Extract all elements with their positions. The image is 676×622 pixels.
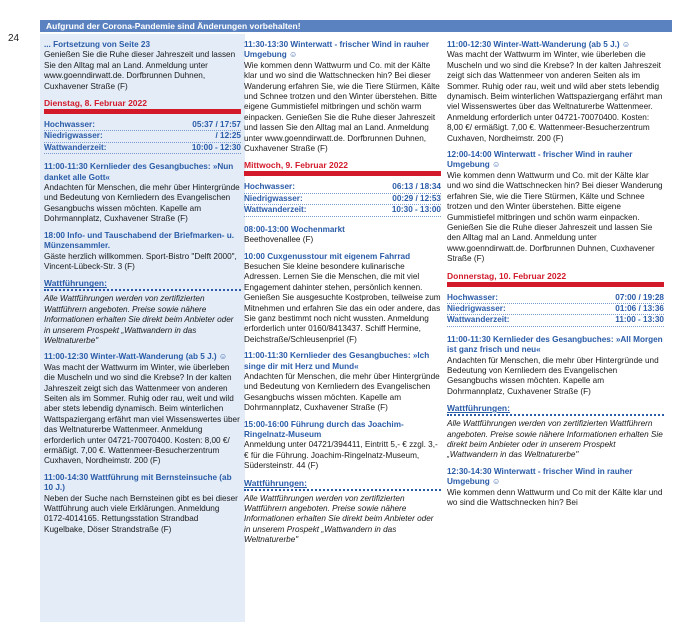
day-header-thursday: Donnerstag, 10. Februar 2022 — [447, 270, 567, 281]
event-title: 11:00-11:30 Kernlieder des Gesangbuches: »Ich singe dir mit Herz und Mund« — [244, 351, 430, 371]
dotted-divider — [244, 489, 441, 491]
corona-banner: Aufgrund der Corona-Pandemie sind Änderungen vorbehalten! — [40, 20, 672, 32]
tide-row: Hochwasser: 05:37 / 17:57 — [44, 120, 241, 131]
tide-row: Wattwanderzeit: 10:30 - 13:00 — [244, 205, 441, 216]
tide-table — [447, 293, 664, 327]
wattfuehrungen-note: Alle Wattführungen werden von zertifizierten Wattführern angeboten. Preise sowie nähere Informationen erhalten Sie direkt beim Anbieter oder in unserem Prospekt „Wattwandern in das Weltnaturerbe" — [447, 419, 663, 460]
event-body: Was macht der Wattwurm im Winter, wie überleben die Muscheln und wo sind die Krebse? In der kalten Jahreszeit zeigt sich das Wattenmeer von anderen Seiten als im Sommer. Ruhig oder rau, weit und wild aber stets lebendig dynamisch. Beim winterlichen Wattspaziergang erfährt man viel Wissenswertes über das Weltnaturerbe Wattenmeer. Anmeldung erforderlich unter 04721-70070400. Kosten: 8,00 €/ ermäßigt. 7,00 €. Wattenmeer-Besucherzentrum Cuxhaven, Nordheimstr. 200 (F) — [447, 50, 663, 143]
wattfuehrungen-note: Alle Wattführungen werden von zertifizierten Wattführern angeboten. Preise sowie nähere Informationen erhalten Sie direkt beim Anbieter oder in unserem Prospekt „Wattwandern in das Weltnaturerbe" — [44, 294, 234, 345]
event-title: 11:00-11:30 Kernlieder des Gesangbuches: »All Morgen ist ganz frisch und neu« — [447, 334, 663, 355]
event — [44, 162, 241, 224]
column-3 — [443, 34, 668, 622]
event-body: Andachten für Menschen, die mehr über Hintergründe und Bedeutung von Kernliedern des Evangelischen Gesangbuchs wissen möchten. Kapelle am Dohrmannplatz, Cuxhavener Straße (F) — [447, 355, 659, 396]
tide-table — [44, 120, 241, 154]
wattfuehrungen-note: Alle Wattführungen werden von zertifizierten Wattführern angeboten. Preise sowie nähere Informationen erhalten Sie direkt beim Anbieter oder in unserem Prospekt „Wattwandern in das Weltnaturerbe" — [244, 493, 434, 545]
event — [447, 335, 664, 397]
wattfuehrungen-heading: Wattführungen: — [44, 278, 107, 289]
event — [447, 467, 664, 509]
event — [447, 40, 664, 144]
event-title: 11:00-14:30 Wattführung mit Bernsteinsuche (ab 10 J.) — [44, 472, 232, 493]
dotted-divider — [44, 289, 241, 291]
event — [44, 231, 241, 273]
tide-row: Wattwanderzeit: 10:00 - 12:30 — [44, 143, 241, 154]
wattfuehrungen-heading: Wattführungen: — [244, 477, 307, 488]
tide-row: Hochwasser: 07:00 / 19:28 — [447, 293, 664, 304]
event-body: Beethovenallee (F) — [244, 235, 314, 245]
tide-table — [244, 182, 441, 216]
day-header-wednesday: Mittwoch, 9. Februar 2022 — [244, 160, 348, 171]
event-body: Wie kommen denn Wattwurm und Co. mit der Kälte klar und wo sind die Wattschnecken hin? Bei dieser Wanderung erfahren Sie, wie die Tiere Stürmen, Kälte und Schnee trotzen und den Winter überstehen. Bitte eigene Gummistiefel mitbringen und schön warm einpacken. Genießen Sie die Ruhe dieser Jahreszeit und lassen Sie den Alltag mal an Land. Anmeldung unter www.goenndirwatt.de. Dorfbrunnen Duhnen, Cuxhavener Straße (F) — [447, 170, 663, 264]
tide-row: Wattwanderzeit: 11:00 - 13:30 — [447, 315, 664, 326]
event — [44, 473, 241, 535]
event — [44, 352, 241, 466]
event-title: 18:00 Info- und Tauschabend der Briefmarken- u. Münzensammler. — [44, 230, 235, 251]
event — [244, 225, 441, 246]
tide-row: Niedrigwasser: 01:06 / 13:36 — [447, 304, 664, 315]
wattfuehrungen-heading: Wattführungen: — [447, 403, 510, 414]
event-body: Was macht der Wattwurm im Winter, wie überleben die Muscheln und wo sind die Krebse? In der kalten Jahreszeit zeigt sich das Wattenmeer von anderen Seiten als im Sommer. Ruhig oder rau, weit und wild aber stets lebendig dynamisch. Beim winterlichen Wattspaziergang erfährt man viel Wissenswertes über das Weltnaturerbe Wattenmeer. Anmeldung erforderlich unter 04721-70070400. Kosten: 8,00 €/ ermäßigt. 7,00 €. Wattenmeer-Besucherzentrum Cuxhaven, Nordheimstr. 200 (F) — [44, 362, 240, 466]
event-body: Wie kommen denn Wattwurm und Co mit der Kälte klar und wo sind die Wattschnecken hin? Bei — [447, 487, 663, 508]
day-divider — [447, 282, 664, 287]
event-body: Andachten für Menschen, die mehr über Hintergründe und Bedeutung von Kernliedern des Evangelischen Gesangbuchs wissen möchten. Kapelle am Dohrmannplatz, Cuxhavener Straße (F) — [244, 371, 440, 413]
event-body: Wie kommen denn Wattwurm und Co. mit der Kälte klar und wo sind die Wattschnecken hin? Bei dieser Wanderung erfahren Sie, wie die Tiere Stürmen, Kälte und Schnee trotzen und den Winter überstehen. Bitte eigene Gummistiefel mitbringen und schön warm einpacken. Genießen Sie die Ruhe dieser Jahreszeit und lassen Sie den Alltag mal an Land. Anmeldung unter www.goenndirwatt.de. Dorfbrunnen Duhnen, Cuxhavener Straße (F) — [244, 60, 440, 154]
tide-row: Niedrigwasser: 00:29 / 12:53 — [244, 194, 441, 205]
event — [244, 420, 441, 472]
event-body: Anmeldung unter 04721/394411, Eintritt 5,- € zzgl. 3,- € für die Führung. Joachim-Ringelnatz-Museum, Südersteinstr. 44 (F) — [244, 440, 438, 471]
event-title: 15:00-16:00 Führung durch das Joachim-Ringelnatz-Museum — [244, 419, 404, 439]
event-title: 11:00-12:30 Winter-Watt-Wanderung (ab 5 J.) ☺ — [447, 40, 631, 49]
event-body: Besuchen Sie kleine besondere kulinarische Adressen. Lernen Sie die Menschen, die mit viel Engagement dahinter stehen, persönlich kennen. Genießen Sie ausgesuchte Kostproben, teilweise zum Mitnehmen und erfahren Sie das ein oder andere, das Sie ganz bestimmt noch nicht wussten. Anmeldung erforderlich unter 0160/8413437. Schiff Hermine, Deichstraße/Schleusenpriel (F) — [244, 261, 441, 344]
column-1 — [40, 34, 245, 622]
day-divider — [244, 171, 441, 176]
event-title: 10:00 Cuxgenusstour mit eigenem Fahrrad — [244, 251, 411, 261]
event-title: 12:30-14:30 Winterwatt - frischer Wind in rauher Umgebung ☺ — [447, 466, 633, 487]
column-2 — [240, 34, 445, 622]
event-continuation — [44, 40, 241, 92]
event — [244, 351, 441, 413]
event-body: Gäste herzlich willkommen. Sport-Bistro "Delft 2000", Vincent-Lübeck-Str. 3 (F) — [44, 251, 237, 271]
event-title: 11:00-11:30 Kernlieder des Gesangbuches: »Nun danket alle Gott« — [44, 162, 234, 182]
page-number: 24 — [8, 33, 20, 44]
event-title: 11:30-13:30 Winterwatt - frischer Wind in rauher Umgebung ☺ — [244, 40, 430, 60]
tide-row: Niedrigwasser: / 12:25 — [44, 131, 241, 142]
day-header-tuesday: Dienstag, 8. Februar 2022 — [44, 98, 147, 109]
day-divider — [44, 109, 241, 114]
event-title: 11:00-12:30 Winter-Watt-Wanderung (ab 5 J.) ☺ — [44, 352, 228, 362]
event — [244, 40, 441, 154]
event-title: 12:00-14:00 Winterwatt - frischer Wind in rauher Umgebung ☺ — [447, 150, 633, 170]
event-body: Andachten für Menschen, die mehr über Hintergründe und Bedeutung von Kernliedern des Evangelischen Gesangbuchs wissen möchten. Kapelle am Dohrmannplatz, Cuxhavener Straße (F) — [44, 183, 240, 224]
event — [447, 150, 664, 264]
event — [244, 252, 441, 346]
dotted-divider — [447, 414, 664, 416]
event-body: Neben der Suche nach Bernsteinen gibt es bei dieser Wattführung auch viele Erklärungen. Anmeldung 0172-4014165. Rettungsstation Strandbad Kugelbake, Döser Strandstraße (F) — [44, 493, 238, 534]
tide-row: Hochwasser: 06:13 / 18:34 — [244, 182, 441, 193]
event-title: ... Fortsetzung von Seite 23 — [44, 40, 151, 49]
event-title: 08:00-13:00 Wochenmarkt — [244, 224, 345, 234]
event-body: Genießen Sie die Ruhe dieser Jahreszeit und lassen Sie den Alltag mal an Land. Anmeldung unter www.goenndirwatt.de. Dorfbrunnen Duhnen, Cuxhavener Straße (F) — [44, 50, 236, 91]
